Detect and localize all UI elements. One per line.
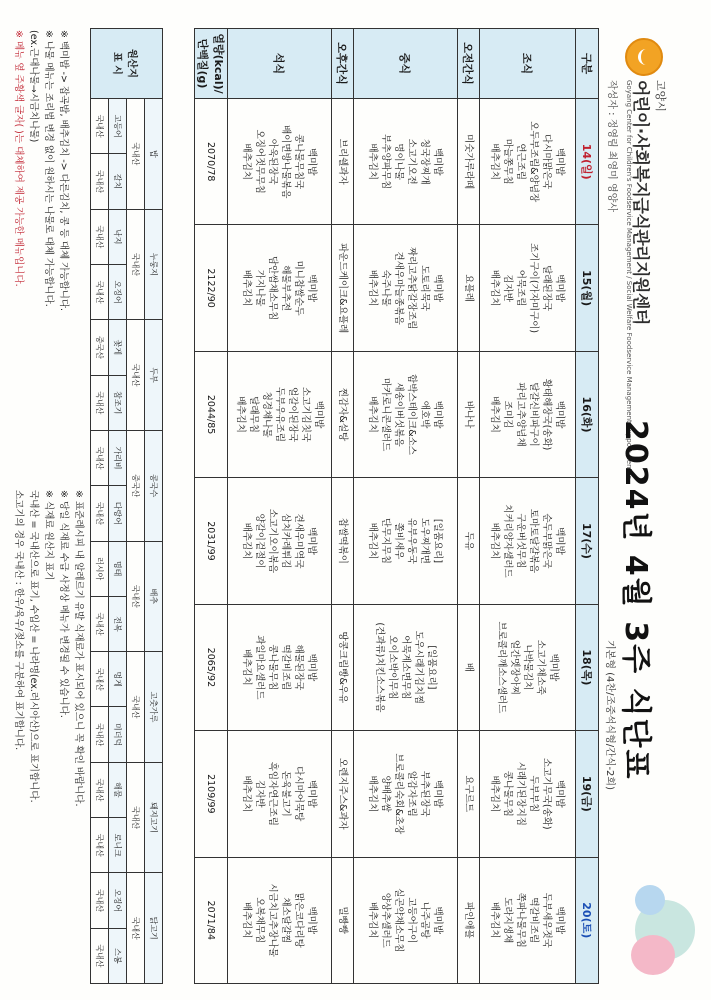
menu-cell: 2109/99	[195, 731, 228, 857]
menu-cell: 백미밥 애호박 함박스테이크&소스 새송이버섯볶음 마카로니콘샐러드 배추김치	[354, 351, 458, 477]
origin-cell: 갈치	[109, 154, 127, 209]
origin-cell: 국내산	[91, 762, 109, 817]
menu-cell: 배	[458, 604, 480, 730]
origin-row	[127, 29, 145, 984]
menu-cell: 백미밥 미니찹쌀순두 해물부추전 담안쌈채소무침 가지나물 배추김치	[228, 225, 332, 351]
org-name: 어린이·사회복지급식관리지원센터	[630, 80, 650, 325]
menu-cell: 백미밥 도토리묵국 짜리고추닭갈장조림 견새우마늘종볶음 숙주나물 배추김치	[354, 225, 458, 351]
origin-cell: 오징어	[109, 873, 127, 928]
page-title: 2024년 4월 3주 식단표	[618, 420, 653, 781]
origin-label: 원산지 표 시	[91, 29, 163, 99]
menu-cell: 미숫가루라떼	[458, 99, 480, 225]
menu-cell: 백미밥 소고기채소죽 나박물김치 얼간멧장아찌 브로콜리깨소스샐러드	[480, 604, 576, 730]
origin-cell: 로니크	[109, 818, 127, 873]
origin-row	[91, 29, 109, 984]
menu-corner: 구분	[576, 29, 599, 99]
note-line: ※ 표준레시피 내 알레르기 유발 식재료가 표시되어 있으니 꼭 확인 바랍니다.	[73, 490, 84, 807]
header	[601, 0, 711, 1000]
day-header: 17(수)	[576, 478, 599, 604]
menu-table	[194, 28, 599, 984]
origin-cell: 국내산	[91, 928, 109, 983]
menu-cell: 땅콩크림빵&우유	[332, 604, 354, 730]
note-line: ※ 식재료 원산지 표기	[43, 490, 54, 581]
menu-cell: 백미밥 황태해장국(송화) 달걀신비파구이 파리고추양념채 조미김 배추김치	[480, 351, 576, 477]
org-city: 고양시	[654, 80, 667, 112]
origin-cell: 고춧가루	[145, 652, 163, 763]
menu-cell: [일품요리] 도우찌개면 유부우동국 쫄비새우 단무지무침 배추김치	[354, 478, 458, 604]
menu-cell: 백미밥 소고기김칫국 얼갈이된장국 두부우유조림 청경채나물 달래무침 배추김치	[228, 351, 332, 477]
menu-row	[354, 29, 458, 984]
menu-cell: 2071/84	[195, 857, 228, 983]
origin-cell: 누룽지	[145, 209, 163, 320]
origin-cell: 배추	[145, 541, 163, 652]
origin-cell: 국내산	[91, 707, 109, 762]
notes-right	[11, 490, 86, 807]
menu-cell: 찐감자&설탕	[332, 351, 354, 477]
origin-cell: 중국산	[91, 320, 109, 375]
menu-cell: 백미밥 달래된장국 조기구이(가자미구이) 어묵조림 김자반 배추김치	[480, 225, 576, 351]
menu-cell: 백미밥 맑은코다리탕 채소달걀찜 시금치고추장나물 오복채무침 배추김치	[228, 857, 332, 983]
menu-cell: 백미밥 해물된장국 떡갈비조림 콩나물무침 과일마요샐러드 배추김치	[228, 604, 332, 730]
menu-cell: 파인애플	[458, 857, 480, 983]
notes-left	[11, 30, 71, 311]
menu-cell: 백미밥 나주곰탕 고등어구이 실곤약채소무침 양상추샐러드 배추김치	[354, 857, 458, 983]
menu-cell: 백미밥 청국장찌개 소고기오전 명이나물 부추양파무침 배추김치	[354, 99, 458, 225]
writer-line: 작성자 : 정영림 최영미 영양사	[606, 80, 617, 213]
day-header: 20(토)	[576, 857, 599, 983]
origin-cell: 국내산	[127, 762, 145, 873]
note-line: 소고기의 경우 국내산 : 한우/육우/젖소를 구분하여 표기합니다.	[13, 490, 24, 751]
menu-cell: 2122/90	[195, 225, 228, 351]
meal-label: 석식	[228, 29, 332, 99]
origin-row	[109, 29, 127, 984]
origin-cell: 두부	[145, 320, 163, 431]
origin-cell: 국내산	[91, 375, 109, 430]
menu-cell: 백미밥 순두부맑은국 토마토달걀볶음 구운버섯무침 치커리양자샐러드 배추김치	[480, 478, 576, 604]
menu-header-row	[576, 29, 599, 984]
origin-cell: 참조기	[109, 375, 127, 430]
origin-cell: 꽃게	[109, 320, 127, 375]
decorative-illustration-icon	[625, 880, 705, 990]
day-header: 14(일)	[576, 99, 599, 225]
menu-cell: 2031/99	[195, 478, 228, 604]
menu-cell: 백미밥 콩나물무침국 배이면방나물볶음 아욱된장국 오징어젓무무침 배추김치	[228, 99, 332, 225]
note-line: ※ 메뉴 옆 주황색 글자( )는 대체하여 제공 가능한 메뉴입니다.	[13, 30, 24, 287]
origin-cell: 국내산	[91, 596, 109, 651]
menu-cell: 파운드케이크&요플레	[332, 225, 354, 351]
meal-label: 오후간식	[332, 29, 354, 99]
menu-row	[458, 29, 480, 984]
org-english-name: Goyang Center for Children's Foodservice Management / Social Welfare Foodservice Management Support Center	[625, 80, 633, 479]
origin-cell: 오징어	[109, 264, 127, 319]
origin-table	[90, 28, 163, 984]
day-header: 15(월)	[576, 225, 599, 351]
origin-cell: 전복	[109, 596, 127, 651]
menu-cell: 오렌지주스&과자	[332, 731, 354, 857]
day-header: 16(화)	[576, 351, 599, 477]
origin-cell: 국내산	[127, 209, 145, 320]
menu-cell: 바나나	[458, 351, 480, 477]
origin-cell: 밥	[145, 99, 163, 210]
meal-label: 열량(kcal)/단백질(g)	[195, 29, 228, 99]
day-header: 19(금)	[576, 731, 599, 857]
menu-cell: 백미밥 다시마어묵탕 돈육불고기 흑임자연근조림 김자반 배추김치	[228, 731, 332, 857]
menu-cell: 백미밥 부추된장국 알감자조림 브로콜리숙회&초장 양배추쌈 배추김치	[354, 731, 458, 857]
menu-cell: 백미밥 견새우미역국 삼치카레튀김 소고기오이볶음 양갈이겉절이 배추김치	[228, 478, 332, 604]
origin-cell: 낙지	[109, 209, 127, 264]
note-line: ※ 백미밥 -> 잡곡밥, 배추김치 -> 다른김치, 콩 등 대체 가능합니다.	[58, 30, 69, 312]
origin-cell: 스봉	[109, 928, 127, 983]
menu-cell: 백미밥 두부새우젓국 떡갈비조림 쪽파나물무침 도라지생채 배추김치	[480, 857, 576, 983]
origin-cell: 명태	[109, 541, 127, 596]
meal-label: 중식	[354, 29, 458, 99]
origin-cell: 국내산	[91, 430, 109, 485]
origin-cell: 국내산	[127, 320, 145, 431]
origin-cell: 가리비	[109, 430, 127, 485]
day-header: 18(목)	[576, 604, 599, 730]
origin-cell: 고등어	[109, 99, 127, 154]
note-line: ※ 나물 메뉴는 조리법 변경 없이 원하시는 나물로 대체 가능합니다.	[43, 30, 54, 307]
origin-cell: 해물	[109, 762, 127, 817]
origin-cell: 닭고기	[145, 873, 163, 984]
menu-basis: 기본형 (4찬/조중석식형/간식-2회)	[604, 640, 615, 790]
menu-cell: 찹쌀떡볶이	[332, 478, 354, 604]
meal-label: 오전간식	[458, 29, 480, 99]
note-line: 국내산 = 국내산으로 표기, 수입산 = 나라명(ex.러시아산)으로 표기합니다.	[28, 490, 39, 803]
origin-cell: 돼지고기	[145, 762, 163, 873]
origin-cell: 국내산	[91, 154, 109, 209]
origin-cell: 러시아	[91, 541, 109, 596]
origin-cell: 국내산	[91, 209, 109, 264]
menu-cell: [일품요리] 도우시래기김치찜 어묵계소면무침 오이소박이무침 (건과류)치킨소스볶음	[354, 604, 458, 730]
origin-cell: 국내산	[91, 818, 109, 873]
origin-cell: 콩국수	[145, 430, 163, 541]
menu-row	[195, 29, 228, 984]
origin-cell: 멍게	[109, 652, 127, 707]
menu-cell: 백미밥 다시마맑은국 오두부조림&양념장 연근조림 마늘쫑무침 배추김치	[480, 99, 576, 225]
origin-cell: 국내산	[91, 99, 109, 154]
note-line: (ex.근대나물→시금치나물)	[28, 30, 39, 143]
origin-cell: 다랑어	[109, 486, 127, 541]
origin-cell: 중국산	[127, 430, 145, 541]
origin-row	[145, 29, 163, 984]
origin-cell: 국내산	[91, 652, 109, 707]
note-line: ※ 당일 식재료 수급 사정상 메뉴가 변경될 수 있습니다.	[58, 490, 69, 718]
origin-cell: 국내산	[127, 873, 145, 984]
origin-cell: 국내산	[91, 486, 109, 541]
menu-row	[480, 29, 576, 984]
menu-cell: 2065/92	[195, 604, 228, 730]
origin-cell: 국내산	[127, 652, 145, 763]
menu-cell: 브리쉘과자	[332, 99, 354, 225]
origin-cell: 국내산	[91, 873, 109, 928]
menu-cell: 2070/78	[195, 99, 228, 225]
menu-cell: 백미밥 소고기무국(송화) 두부부침 시래기된장지짐 콩나물무침 배추김치	[480, 731, 576, 857]
menu-cell: 밀빵빵	[332, 857, 354, 983]
menu-cell: 요구르트	[458, 731, 480, 857]
origin-cell: 국내산	[127, 541, 145, 652]
meal-label: 조식	[480, 29, 576, 99]
origin-cell: 미더덕	[109, 707, 127, 762]
menu-cell: 두유	[458, 478, 480, 604]
menu-cell: 2044/85	[195, 351, 228, 477]
menu-cell: 요플레	[458, 225, 480, 351]
origin-cell: 국내산	[91, 264, 109, 319]
center-logo-icon	[625, 38, 663, 76]
origin-cell: 국내산	[127, 99, 145, 210]
menu-row	[228, 29, 332, 984]
menu-row	[332, 29, 354, 984]
